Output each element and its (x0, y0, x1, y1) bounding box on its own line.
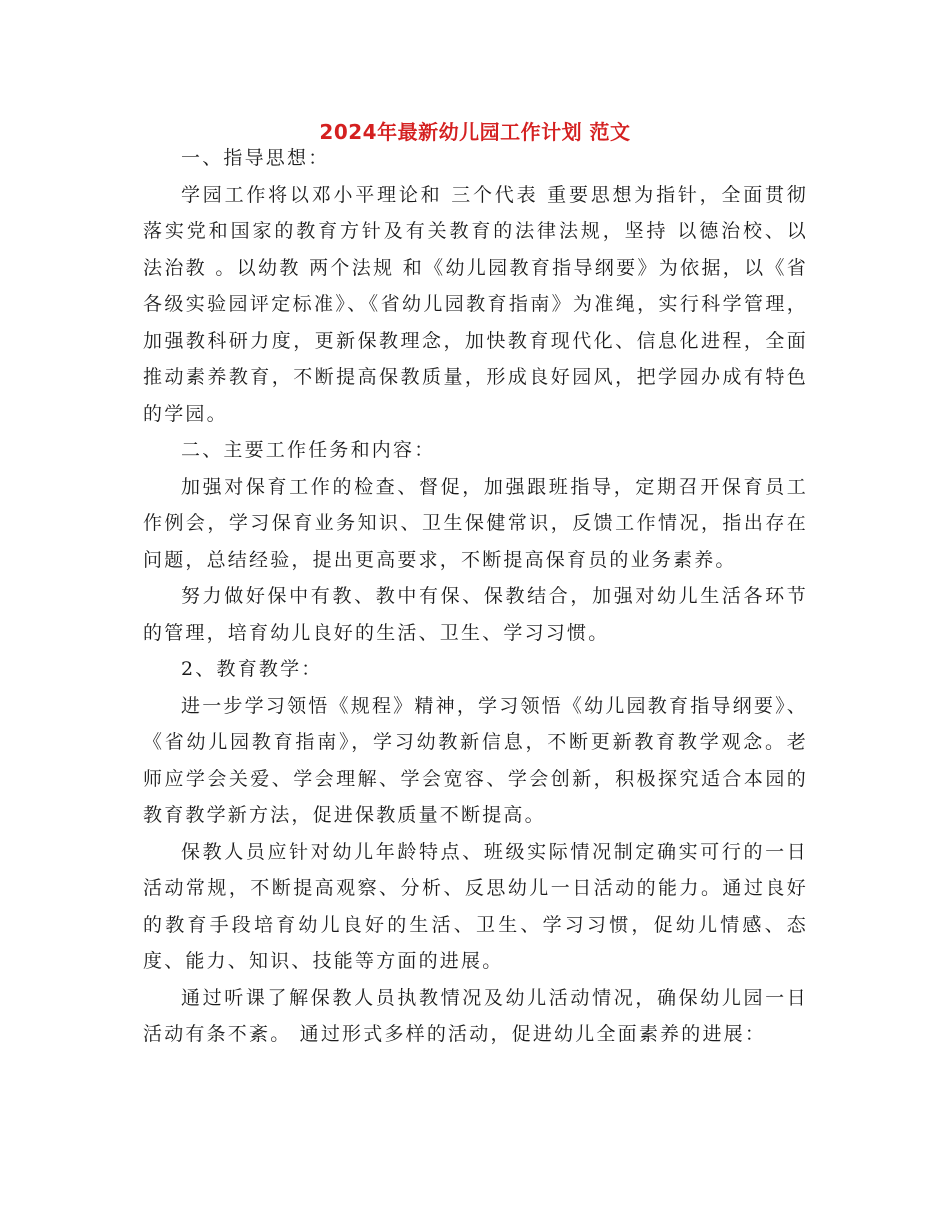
document-body (143, 140, 808, 1053)
paragraph-daily-routine: 保教人员应针对幼儿年龄特点、班级实际情况制定确实可行的一日活动常规，不断提高观察、分析、反思幼儿一日活动的能力。通过良好的教育手段培育幼儿良好的生活、卫生、学习习惯，促幼儿情感、态度、能力、知识、技能等方面的进展。 (143, 840, 808, 972)
section-heading-guiding-ideology: 一、指导思想： (181, 147, 330, 169)
paragraph-guiding-ideology: 学园工作将以邓小平理论和 三个代表 重要思想为指针，全面贯彻落实党和国家的教育方针及有关教育的法律法规，坚持 以德治校、以法治教 。以幼教 两个法规 和《幼儿园教育指导纲要》为依据，以《省各级实验园评定标准》、《省幼儿园教育指南》为准绳，实行科学管理，加强教科研力度，更新保教理念，加快教育现代化、信息化进程，全面推动素养教育，不断提高保教质量，形成良好园风，把学园办成有特色的学园。 (143, 183, 808, 425)
document-title: 2024年最新幼儿园工作计划 范文 (319, 120, 631, 144)
paragraph-lesson-observation: 通过听课了解保教人员执教情况及幼儿活动情况，确保幼儿园一日活动有条不紊。 通过形式多样的活动，促进幼儿全面素养的进展： (143, 986, 808, 1045)
paragraph-care-inspection: 加强对保育工作的检查、督促，加强跟班指导，定期召开保育员工作例会，学习保育业务知识、卫生保健常识，反馈工作情况，指出存在问题，总结经验，提出更高要求，不断提高保育员的业务素养。 (143, 475, 808, 571)
section-heading-teaching: 2、教育教学： (181, 658, 323, 680)
paragraph-teaching-study: 进一步学习领悟《规程》精神，学习领悟《幼儿园教育指导纲要》、《省幼儿园教育指南》，学习幼教新信息，不断更新教育教学观念。老师应学会关爱、学会理解、学会宽容、学会创新，积极探究适合本园的教育教学新方法，促进保教质量不断提高。 (143, 694, 808, 826)
section-heading-main-tasks: 二、主要工作任务和内容： (181, 439, 436, 461)
paragraph-care-education: 努力做好保中有教、教中有保、保教结合，加强对幼儿生活各环节的管理，培育幼儿良好的生活、卫生、学习习惯。 (143, 585, 808, 644)
